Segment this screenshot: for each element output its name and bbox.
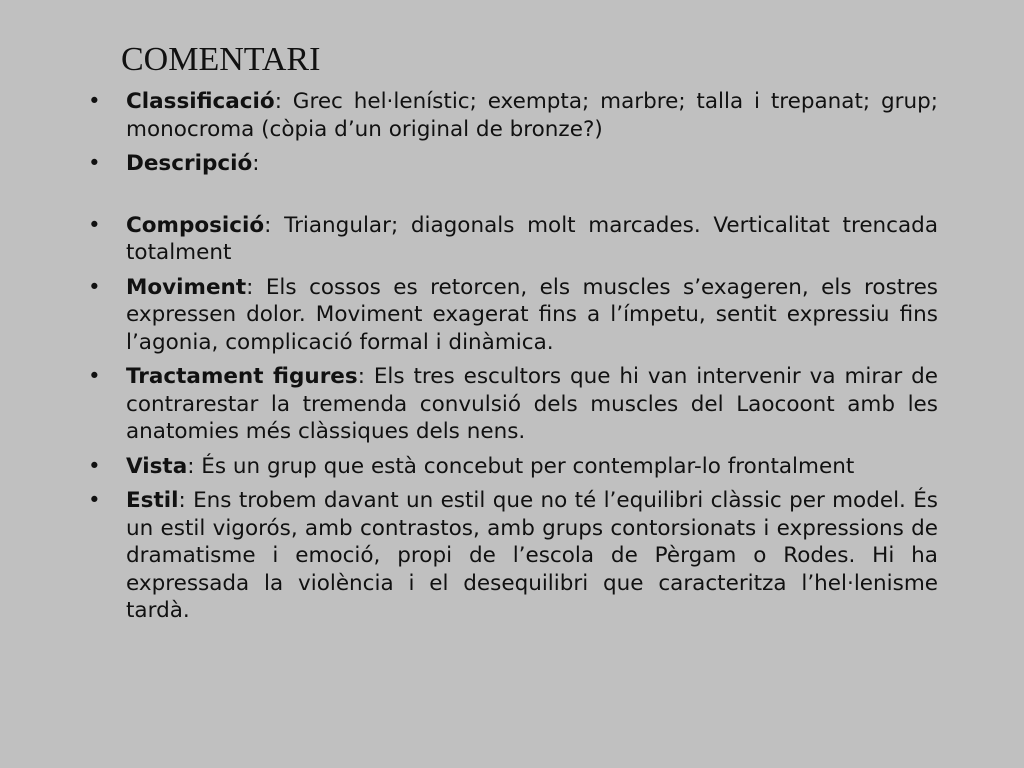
bullet-separator: : bbox=[178, 488, 186, 513]
bullet-term: Vista bbox=[126, 453, 188, 479]
bullet-separator: : bbox=[187, 453, 195, 479]
bullet-text: Els tres escultors que hi van intervenir va mirar de contrarestar la tremenda convulsió dels muscles del Laocoont amb les anatomies més clàssiques dels nens. bbox=[126, 364, 938, 444]
bullet-text: Grec hel·lenístic; exempta; marbre; talla i trepanat; grup; monocroma (còpia d’un original de bronze?) bbox=[126, 89, 938, 142]
bullet-item-tractament-figures bbox=[88, 363, 938, 446]
bullet-term: Classificació bbox=[126, 89, 275, 114]
bullet-dot-icon: • bbox=[88, 364, 101, 389]
bullet-separator: : bbox=[274, 89, 282, 114]
bullet-dot-icon: • bbox=[88, 453, 101, 479]
bullet-dot-icon: • bbox=[88, 212, 101, 238]
bullet-item-composicio bbox=[88, 212, 938, 267]
bullet-text: Els cossos es retorcen, els muscles s’exageren, els rostres expressen dolor. Moviment exagerat fins a l’ímpetu, sentit expressiu fins l’agonia, complicació formal i dinàmica. bbox=[126, 274, 938, 355]
bullet-list bbox=[88, 88, 938, 632]
slide-title: COMENTARI bbox=[121, 41, 321, 78]
bullet-item-estil bbox=[88, 487, 938, 625]
bullet-text: És un grup que està concebut per contemplar-lo frontalment bbox=[194, 453, 855, 479]
bullet-separator: : bbox=[357, 364, 365, 389]
bullet-dot-icon: • bbox=[88, 89, 101, 114]
bullet-term: Descripció bbox=[126, 151, 253, 176]
bullet-term: Tractament figures bbox=[126, 364, 358, 389]
bullet-term: Moviment bbox=[126, 274, 247, 300]
bullet-term: Composició bbox=[126, 212, 265, 238]
bullet-item-descripcio bbox=[88, 150, 938, 178]
bullet-separator: : bbox=[264, 212, 272, 238]
bullet-separator: : bbox=[252, 151, 260, 176]
bullet-item-classificacio bbox=[88, 88, 938, 143]
bullet-dot-icon: • bbox=[88, 274, 101, 300]
bullet-text: Triangular; diagonals molt marcades. Verticalitat trencada totalment bbox=[126, 212, 938, 265]
bullet-dot-icon: • bbox=[88, 151, 101, 176]
bullet-text: Ens trobem davant un estil que no té l’equilibri clàssic per model. És un estil vigorós, amb contrastos, amb grups contorsionats i expressions de dramatisme i emoció, propi de l’escola de Pèrgam o Rodes. Hi ha expressada la violència i el desequilibri que caracteritza l’hel·lenisme tardà. bbox=[126, 488, 938, 623]
bullet-item-moviment bbox=[88, 274, 938, 357]
bullet-item-vista bbox=[88, 453, 938, 481]
bullet-separator: : bbox=[246, 274, 254, 300]
bullet-term: Estil bbox=[126, 488, 179, 513]
bullet-dot-icon: • bbox=[88, 488, 101, 513]
